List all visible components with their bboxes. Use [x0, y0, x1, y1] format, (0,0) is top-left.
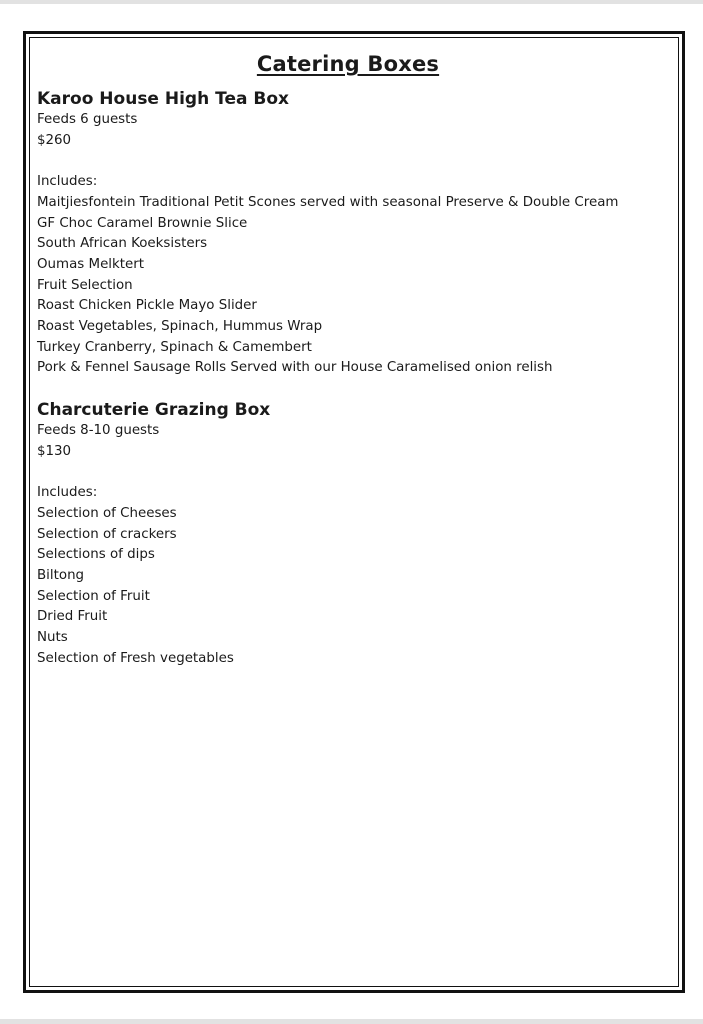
bottom-divider [0, 1019, 703, 1024]
list-item: Biltong [37, 568, 85, 584]
spacer [37, 463, 667, 484]
list-item: Maitjiesfontein Traditional Petit Scones served with seasonal Preserve & Double Cream [37, 194, 619, 210]
list-item: Dried Fruit [37, 609, 108, 625]
list-item: Roast Vegetables, Spinach, Hummus Wrap [37, 319, 323, 335]
list-item: Selections of dips [37, 547, 155, 563]
includes-label: Includes: [37, 174, 98, 190]
list-item: Roast Chicken Pickle Mayo Slider [37, 298, 257, 314]
includes-label: Includes: [37, 485, 98, 501]
page-title: Catering Boxes [256, 52, 440, 76]
feeds-text: Feeds 6 guests [37, 112, 138, 127]
menu-section-charcuterie-box [37, 399, 667, 669]
feeds-text: Feeds 8-10 guests [37, 423, 160, 439]
price-text: $260 [37, 132, 72, 148]
price-text: $130 [37, 443, 72, 459]
list-item: Selection of Fruit [37, 588, 150, 604]
menu-document [37, 44, 667, 670]
section-title: Charcuterie Grazing Box [37, 400, 271, 421]
list-item: Selection of Cheeses [37, 505, 177, 521]
item-list [37, 504, 667, 670]
list-item: Pork & Fennel Sausage Rolls Served with our House Caramelised onion relish [37, 360, 553, 376]
item-list [37, 193, 667, 379]
list-item: Selection of Fresh vegetables [37, 650, 234, 666]
list-item: Fruit Selection [37, 277, 133, 293]
list-item: GF Choc Caramel Brownie Slice [37, 215, 248, 231]
list-item: Selection of crackers [37, 526, 177, 542]
top-divider [0, 0, 703, 4]
list-item: Oumas Melktert [37, 256, 145, 272]
list-item: Turkey Cranberry, Spinach & Camembert [37, 339, 312, 355]
list-item: Nuts [37, 630, 68, 646]
list-item: South African Koeksisters [37, 236, 208, 252]
menu-section-high-tea-box [37, 88, 667, 379]
spacer [37, 151, 667, 172]
section-title: Karoo House High Tea Box [37, 89, 289, 109]
